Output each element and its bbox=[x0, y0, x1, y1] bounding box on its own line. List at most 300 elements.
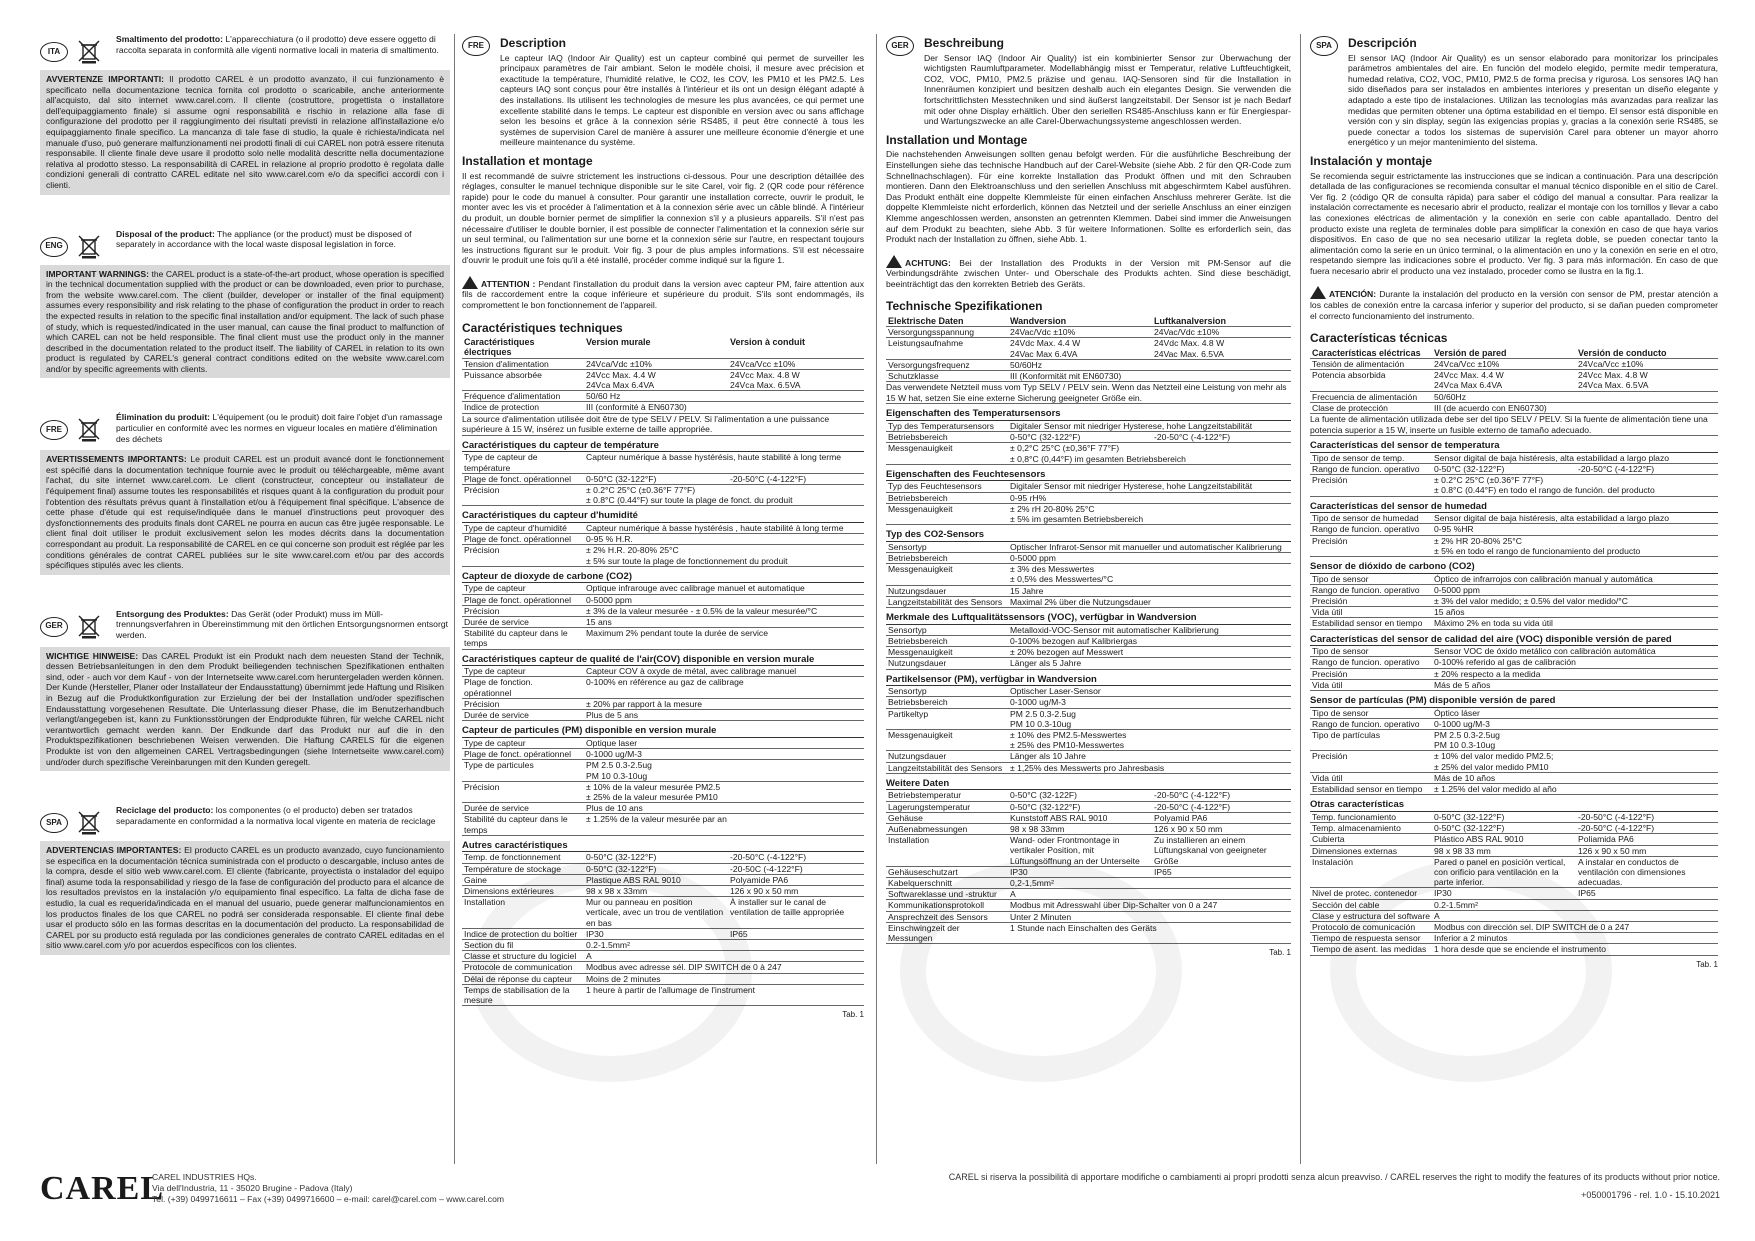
specs-title: Características técnicas bbox=[1310, 331, 1448, 346]
disposal-body: L'apparecchiatura (o il prodotto) deve essere oggetto di raccolta separata in conformità alle vigenti normative locali in materia di smaltimento. bbox=[116, 34, 439, 55]
table-row bbox=[886, 762, 1291, 773]
disposal-block-eng bbox=[40, 229, 450, 259]
installation-text: Die nachstehenden Anweisungen sollten genau befolgt werden. Für die ausführliche Beschreibung der Einstellungen siehe das technische Handbuch auf der Carel-Website (siehe Abb. 2 für den QR-Code zum Schnellnachschlagen). Für eine korrekte Installation das Produkt öffnen und mit den Schrauben montieren. Dann den Elektroanschluss und den seriellen Anschluss mit abgeschirmtem Kabel ausführen. Das Produkt enthält eine doppelte Klemmleiste für einen einfachen Anschluss mehrerer Geräte. Ist die doppelte Klemmleiste nicht erforderlich, können das Netzteil und der serielle Anschluss an einer einzigen Klemme angeschlossen werden, ansonsten an getrennten Klemmen. Dabei sind immer die Anweisungen auf dem Produkt zu beachten, siehe Abb. 3 für weitere Informationen. Sollte es erforderlich sein, das Produkt nach der Installation zu öffnen, siehe Abb. 1. bbox=[886, 149, 1291, 245]
table-cell: Máximo 2% en toda su vida útil bbox=[1432, 618, 1718, 629]
table-cell: 0.2-1.5mm² bbox=[1432, 899, 1718, 910]
column-divider bbox=[1300, 34, 1301, 1164]
table-header-cell: Versión de pared bbox=[1432, 348, 1576, 359]
table-header-row bbox=[886, 316, 1291, 327]
spec-table bbox=[886, 542, 1291, 608]
table-cell: 0-1000 ug/M-3 bbox=[1432, 718, 1718, 729]
table-cell: Temp. almacenamiento bbox=[1310, 823, 1432, 834]
table-cell bbox=[728, 402, 864, 413]
table-cell: Betriebsbereich bbox=[886, 432, 1008, 443]
table-cell: Tipo de sensor de temp. bbox=[1310, 453, 1432, 464]
table-row bbox=[462, 738, 864, 749]
installation-text: Se recomienda seguir estrictamente las instrucciones que se indican a continuación. Para una descripción detallada de las configuraciones se recomienda consultar el manual técnico disponible en el sitio de Carel. Ver fig. 2 (código QR de consulta rápida) para saber el código del manual a consultar. Para realizar la instalación correctamente es necesario abrir el producto, realizar el montaje con los tornillos y llevar a cabo las conexiones eléctricas de alimentación y la conexión en serie con cable apantallado. Dentro del producto existe una regleta de terminales doble para simplificar la conexión en caso de que haya varios dispositivos. En caso de que no sea necesario utilizar la regleta doble, se pueden conectar tanto la alimentación como la serie en un único terminal, o la alimentación en uno y la conexión en serie en el otro, respetando siempre las indicaciones sobre el producto. Ver fig. 3 para más información. En caso de que fuera necesario abrir el producto una vez instalado, proceder como se ilustra en la fig.1. bbox=[1310, 170, 1718, 276]
disposal-body: los componentes (o el producto) deben ser tratados separadamente en conformidad a la normativa local vigente en materia de reciclage bbox=[116, 805, 436, 826]
table-cell: Außenabmessungen bbox=[886, 823, 1008, 834]
table-row bbox=[1310, 584, 1718, 595]
table-cell: IP30 bbox=[1432, 888, 1576, 899]
table-row bbox=[886, 492, 1291, 503]
table-cell: Leistungsaufnahme bbox=[886, 338, 1008, 359]
spec-section-title: Sensor de dióxido de carbono (CO2) bbox=[1310, 562, 1718, 574]
table-cell: 0-100% referido al gas de calibración bbox=[1432, 657, 1718, 668]
table-cell: 0-50°C (32-122°F) bbox=[1432, 823, 1576, 834]
table-cell: Más de 5 años bbox=[1432, 679, 1718, 690]
spec-table bbox=[462, 583, 864, 649]
table-cell: Messgenauigkeit bbox=[886, 503, 1008, 524]
specs-title: Technische Spezifikationen bbox=[886, 299, 1043, 314]
table-row bbox=[462, 485, 864, 506]
table-cell: 24Vcc Max. 4.4 W 24Vca Max 6.4VA bbox=[584, 369, 728, 390]
table-cell bbox=[1152, 371, 1291, 382]
table-cell: Länger als 10 Jahre bbox=[1008, 751, 1291, 762]
table-cell: Classe et structure du logiciel bbox=[462, 951, 584, 962]
table-row bbox=[462, 594, 864, 605]
table-row bbox=[462, 534, 864, 545]
table-cell: Más de 10 años bbox=[1432, 772, 1718, 783]
table-cell: Precisión bbox=[1310, 596, 1432, 607]
table-header-cell: Versión de conducto bbox=[1576, 348, 1718, 359]
table-cell: ± 3% del valor medido; ± 0.5% del valor medido/°C bbox=[1432, 596, 1718, 607]
table-cell: Typ des Temperatursensors bbox=[886, 421, 1008, 432]
table-cell: Messgenauigkeit bbox=[886, 564, 1008, 585]
warnings-box bbox=[40, 265, 450, 379]
table-caption: Tab. 1 bbox=[842, 1010, 864, 1020]
table-cell: Estabilidad sensor en tiempo bbox=[1310, 784, 1432, 795]
table-cell: Plus de 10 ans bbox=[584, 803, 864, 814]
table-cell: Précision bbox=[462, 605, 584, 616]
table-cell: 0,2-1,5mm² bbox=[1008, 877, 1291, 888]
table-row bbox=[1310, 708, 1718, 719]
electrical-note: La source d'alimentation utilisée doit être de type SELV / PELV. Si l'alimentation a une puissance supérieure à 15 W, insérez un fusible externe de taille appropriée. bbox=[462, 414, 864, 436]
table-cell: Capteur numérique à basse hystérésis , haute stabilité à long terme bbox=[584, 523, 864, 534]
description-header bbox=[1310, 34, 1718, 152]
table-cell: 98 x 98 x 33mm bbox=[584, 885, 728, 896]
electrical-table bbox=[886, 316, 1291, 382]
description-text: El sensor IAQ (Indoor Air Quality) es un sensor elaborado para monitorizar los principales parámetros ambientales del aire. En función del modelo elegido, permite medir temperatura, humedad relativa, CO2, VOC, PM10, PM2.5 de forma precisa y rigurosa. Los sensores IAQ han sido diseñados para ser instalados en ambientes interiores y presentan un diseño elegante y adaptado a este tipo de instalaciones. Utilizan las tecnologías más avanzadas para realizar las medidas que permiten obtener una óptima estabilidad en el tiempo. El sensor está disponible en versión con y sin display, según las exigencias propias y, gracias a la conexión serie RS485, se puede conectar a todos los sistemas de supervisión Carel para obtener un mayor ahorro energético y un mejor mantenimiento del sistema. bbox=[1348, 52, 1718, 148]
table-row bbox=[1310, 646, 1718, 657]
table-cell: 0-100% en référence au gaz de calibrage bbox=[584, 677, 864, 698]
table-cell: Durée de service bbox=[462, 803, 584, 814]
table-cell: Protocole de communication bbox=[462, 962, 584, 973]
table-row bbox=[886, 443, 1291, 464]
warnings-body: the CAREL product is a state-of-the-art product, whose operation is specified in the technical documentation supplied with the product or can be downloaded, even prior to purchase, from the website www.carel.com. The client (builder, developer or installer of the final equipment) assumes every responsibility and risk relating to the phase of configuration the product in order to reach the expected results in relation to the specific final installation and/or equipment. The lack of such phase of study, which is requested/indicated in the user manual, can cause the final product to malfunction of which CAREL can not be held responsible. The final client must use the product only in the manner described in the documentation related to the product itself. The liability of CAREL in relation to its own product is regulated by CAREL's general contract conditions edited on the website www.carel.com and/or by specific agreements with clients. bbox=[46, 268, 444, 374]
table-row bbox=[462, 710, 864, 721]
disposal-text bbox=[110, 412, 450, 444]
table-row bbox=[886, 708, 1291, 729]
table-cell: Plus de 5 ans bbox=[584, 710, 864, 721]
table-row bbox=[462, 523, 864, 534]
disposal-text bbox=[110, 805, 450, 835]
table-cell: 1 heure à partir de l'allumage de l'instrument bbox=[584, 984, 864, 1005]
table-row bbox=[462, 369, 864, 390]
spec-table bbox=[462, 523, 864, 567]
table-row bbox=[462, 473, 864, 484]
table-cell: Délai de réponse du capteur bbox=[462, 973, 584, 984]
table-cell: III (Konformität mit EN60730) bbox=[1008, 371, 1152, 382]
table-row bbox=[1310, 513, 1718, 524]
table-cell: 126 x 90 x 50 mm bbox=[728, 885, 864, 896]
table-row bbox=[886, 751, 1291, 762]
table-cell: Polyamid PA6 bbox=[1152, 812, 1291, 823]
table-cell: 24Vca/Vcc ±10% bbox=[1576, 359, 1718, 370]
warnings-body: Le produit CAREL est un produit avancé dont le fonctionnement est spécifié dans la documentation technique fournie avec le produit ou téléchargeable, même avant l'achat, du site internet www.carel.com. Le client (constructeur, concepteur ou installateur de l'équipement final) assume toutes les responsabilités et risques quant à la configuration du produit pour l'obtention des résultats prévus quant à l'installation et/ou à l'équipement final spécifique. L'absence de cette phase d'étude qui est requise/indiquée dans le manuel d'instructions peut provoquer des dysfonctionnements des produits finals dont CAREL ne pourra en aucun cas être jugée responsable. Le client final doit utiliser le produit exclusivement selon les modes décrits dans la documentation correspondant au produit. La responsabilité de CAREL en ce qui concerne son produit est réglée par les conditions générales de contrat CAREL publiées sur le site www.carel.com et/ou par des accords spécifiques stipulés avec les clients. bbox=[46, 454, 444, 571]
table-cell: Tensión de alimentación bbox=[1310, 359, 1432, 370]
table-cell: Capteur COV à oxyde de métal, avec calibrage manuel bbox=[584, 666, 864, 677]
table-row bbox=[462, 617, 864, 628]
disposal-title: Reciclage del producto: bbox=[116, 805, 214, 816]
description-header bbox=[886, 34, 1291, 131]
table-cell: Durée de service bbox=[462, 710, 584, 721]
table-header-cell: Version à conduit bbox=[728, 337, 864, 358]
language-badge: GER bbox=[886, 36, 914, 56]
table-cell: Precisión bbox=[1310, 668, 1432, 679]
spec-section-title: Typ des CO2-Sensors bbox=[886, 530, 1291, 542]
table-row bbox=[462, 698, 864, 709]
german-column bbox=[886, 34, 1291, 959]
attention-label: ATTENTION : bbox=[481, 278, 536, 289]
table-cell: Pared o panel en posición vertical, con orificio para ventilación en la parte inferior. bbox=[1432, 856, 1576, 888]
table-cell: Tipo de sensor bbox=[1310, 646, 1432, 657]
disposal-block-ger bbox=[40, 609, 450, 641]
table-row bbox=[886, 658, 1291, 669]
disposal-title: Disposal of the product: bbox=[116, 228, 215, 239]
warnings-title: AVERTISSEMENTS IMPORTANTS: bbox=[46, 454, 187, 465]
company-name: CAREL INDUSTRIES HQs. bbox=[152, 1172, 257, 1182]
table-cell: 24Vca/Vcc ±10% bbox=[728, 358, 864, 369]
table-row bbox=[1310, 751, 1718, 772]
table-cell: Rango de funcion. operativo bbox=[1310, 524, 1432, 535]
table-cell: PM 2.5 0.3-2.5ug PM 10 0.3-10ug bbox=[1432, 730, 1718, 751]
table-cell: 0.2-1.5mm² bbox=[584, 939, 864, 950]
table-cell: Clase de protección bbox=[1310, 402, 1432, 413]
table-cell: Frecuencia de alimentación bbox=[1310, 391, 1432, 402]
table-row bbox=[886, 564, 1291, 585]
spec-section-title: Caractéristiques du capteur d'humidité bbox=[462, 511, 864, 523]
table-cell: -20-50C (-4-122°F) bbox=[728, 863, 864, 874]
language-badge: FRE bbox=[462, 36, 490, 56]
table-cell: 1 Stunde nach Einschalten des Geräts bbox=[1008, 922, 1291, 943]
table-cell: Versorgungsspannung bbox=[886, 327, 1008, 338]
table-row bbox=[462, 781, 864, 802]
spec-table bbox=[886, 625, 1291, 670]
language-badge: SPA bbox=[1310, 36, 1338, 56]
table-row bbox=[886, 835, 1291, 867]
table-header-cell: Wandversion bbox=[1008, 316, 1152, 327]
spec-section-title: Características del sensor de humedad bbox=[1310, 502, 1718, 514]
table-cell: Précision bbox=[462, 485, 584, 506]
table-cell: Plástico ABS RAL 9010 bbox=[1432, 834, 1576, 845]
table-cell: Clase y estructura del software bbox=[1310, 910, 1432, 921]
table-cell: A bbox=[1432, 910, 1718, 921]
table-cell: 0-50°C (32-122°F) bbox=[1432, 812, 1576, 823]
table-header-cell: Características eléctricas bbox=[1310, 348, 1432, 359]
table-cell: Cubierta bbox=[1310, 834, 1432, 845]
spec-table bbox=[1310, 574, 1718, 630]
table-cell: 24Vcc Max. 4.8 W 24Vca Max. 6.5VA bbox=[728, 369, 864, 390]
table-cell: PM 2.5 0.3-2.5ug PM 10 0.3-10ug bbox=[584, 760, 864, 781]
table-cell: Optique laser bbox=[584, 738, 864, 749]
table-cell: IP30 bbox=[1008, 866, 1152, 877]
table-cell: Betriebsbereich bbox=[886, 492, 1008, 503]
table-cell: Sensor VOC de óxido metálico con calibración automática bbox=[1432, 646, 1718, 657]
table-cell: ± 3% des Messwertes ± 0,5% des Messwertes/°C bbox=[1008, 564, 1291, 585]
description-title: Descripción bbox=[1348, 36, 1417, 50]
table-cell bbox=[1576, 391, 1718, 402]
table-cell: Précision bbox=[462, 698, 584, 709]
table-cell: ± 2% H.R. 20-80% 25°C ± 5% sur toute la plage de fonctionnement du produit bbox=[584, 545, 864, 566]
table-cell: 15 ans bbox=[584, 617, 864, 628]
table-cell: ± 1.25% del valor medido al año bbox=[1432, 784, 1718, 795]
spec-table bbox=[886, 481, 1291, 525]
warnings-body: El producto CAREL es un producto avanzado, cuyo funcionamiento se especifica en la documentación técnica suministrada con el producto o descargable, incluso antes de la compra, desde el sitio web www.carel.com. El cliente (fabricante, proyectista o instalador del equipo final) asume toda la responsabilidad y riesgo de la fase de configuración del producto para el alcance de los resultados previstos en la instalación y/o equipamiento final específico. La falta de dicha fase de estudio, la cual es requerida/indicada en el manual del usuario, puede generar malfuncionamientos en los productos finales de los que CAREL no podrá ser considerada responsable. El cliente final debe usar el producto sólo en las formas descritas en la documentación del producto. La responsabilidad de CAREL por su producto está regulada por las condiciones generales de contrato CAREL editadas en el sitio www.carel.com y/o por acuerdos específicos con los clientes. bbox=[46, 845, 444, 951]
table-cell: 15 Jahre bbox=[1008, 585, 1291, 596]
table-cell: À installer sur le canal de ventilation de taille appropriée bbox=[728, 897, 864, 929]
table-cell: Dimensiones externas bbox=[1310, 845, 1432, 856]
table-cell: Zu installieren an einem Lüftungskanal von geeigneter Größe bbox=[1152, 835, 1291, 867]
table-row bbox=[886, 812, 1291, 823]
table-row bbox=[462, 628, 864, 649]
table-cell: 24Vdc Max. 4.4 W 24Vac Max 6.4VA bbox=[1008, 338, 1152, 359]
table-cell: Stabilité du capteur dans le temps bbox=[462, 628, 584, 649]
table-header-row bbox=[462, 337, 864, 358]
table-row bbox=[886, 338, 1291, 359]
installation-title: Installation und Montage bbox=[886, 132, 1028, 147]
table-cell: Betriebsbereich bbox=[886, 697, 1008, 708]
table-cell: Plage de fonction. opérationnel bbox=[462, 677, 584, 698]
crossed-bin-icon bbox=[76, 38, 102, 64]
spec-section-title: Merkmale des Luftqualitätssensors (VOC), verfügbar in Wandversion bbox=[886, 613, 1291, 625]
table-cell: 15 años bbox=[1432, 607, 1718, 618]
table-cell: ± 2% rH 20-80% 25°C ± 5% im gesamten Betriebsbereich bbox=[1008, 503, 1291, 524]
language-badge: GER bbox=[40, 617, 68, 637]
spec-section-title: Otras características bbox=[1310, 800, 1718, 812]
electrical-table bbox=[462, 337, 864, 413]
language-badge: FRE bbox=[40, 420, 68, 440]
table-cell: Unter 2 Minuten bbox=[1008, 911, 1291, 922]
description-section bbox=[1348, 34, 1718, 152]
warnings-title: AVVERTENZE IMPORTANTI: bbox=[46, 74, 164, 84]
table-row bbox=[1310, 823, 1718, 834]
table-cell: Nutzungsdauer bbox=[886, 658, 1008, 669]
table-cell: Precisión bbox=[1310, 751, 1432, 772]
table-row bbox=[886, 432, 1291, 443]
table-row bbox=[886, 542, 1291, 553]
disposal-text bbox=[110, 229, 450, 259]
table-cell: Modbus con dirección sel. DIP SWITCH de 0 a 247 bbox=[1432, 921, 1718, 932]
table-cell: 50/60Hz bbox=[1008, 359, 1152, 370]
disposal-column bbox=[40, 34, 450, 989]
table-cell: Estabilidad sensor en tiempo bbox=[1310, 618, 1432, 629]
table-caption: Tab. 1 bbox=[1696, 959, 1718, 969]
table-row bbox=[462, 666, 864, 677]
table-cell: ± 10% de la valeur mesurée PM2.5 ± 25% de la valeur mesurée PM10 bbox=[584, 781, 864, 802]
warnings-body: Das CAREL Produkt ist ein Produkt nach dem neuesten Stand der Technik, dessen Betriebsanleitungen in den dem Produkt beiliegenden technischen Spezifikationen enthalten sind, oder - auch vor dem Kauf - von der Internetseite www.carel.com heruntergeladen werden können. Der Kunde (Hersteller, Planer oder Installateur der Endausstattung) übernimmt jede Haftung und Risiken in Bezug auf die Produktkonfiguration zur Erzielung der bei der Installation und/oder spezifischen Endausstattung vorgesehenen Resultate. Die Unterlassung dieser Phase, die im Benutzerhandbuch verlangt/angegeben ist, kann zu Funktionsstörungen der Endprodukte führen, für welche CAREL nicht verantwortlich gemacht werden kann. Der Endkunde darf das Produkt nur auf die in den Produktspezifikationen beschriebenen Weisen verwenden. Die Haftung CARELS für die eigenen Produkte ist von den allgemeinen CAREL Vertragsbedingungen (siehe Internetseite www.carel.com) und/oder durch spezifische Vereinbarungen mit den Kunden geregelt. bbox=[46, 650, 444, 767]
specs-title: Caractéristiques techniques bbox=[462, 320, 623, 335]
disposal-block-spa bbox=[40, 805, 450, 835]
warnings-body: Il prodotto CAREL è un prodotto avanzato, il cui funzionamento è specificato nella documentazione tecnica fornita col prodotto o scaricabile, anche anteriormente all'acquisto, dal sito internet www.carel.com. Il cliente (costruttore, progettista o installatore dell'equipaggiamento finale) si assume ogni responsabilità e rischio in relazione alla fase di configurazione del prodotto per il raggiungimento dei risultati previsti in relazione all'installazione e/o equipaggiamento finale specifico. La mancanza di tale fase di studio, la quale è richiesta/indicata nel manuale d'uso, può generare malfunzionamenti nei prodotti finali di cui CAREL non potrà essere ritenuta responsabile. Il cliente finale deve usare il prodotto solo nelle modalità descritte nella documentazione relativa al prodotto stesso. La responsabilità di CAREL in relazione al proprio prodotto è regolata dalle condizioni generali di contratto CAREL editate nel sito www.carel.com e/o da specifici accordi con i clienti. bbox=[46, 74, 445, 190]
table-cell: -20-50°C (-4-122°F) bbox=[1576, 823, 1718, 834]
table-row bbox=[1310, 607, 1718, 618]
table-cell: Température de stockage bbox=[462, 863, 584, 874]
table-cell: Óptico de infrarrojos con calibración manual y automática bbox=[1432, 574, 1718, 585]
table-cell bbox=[1152, 359, 1291, 370]
table-header-cell: Elektrische Daten bbox=[886, 316, 1008, 327]
table-cell: Installation bbox=[886, 835, 1008, 867]
table-cell: 126 x 90 x 50 mm bbox=[1576, 845, 1718, 856]
table-cell: Tipo de sensor de humedad bbox=[1310, 513, 1432, 524]
warnings-title: ADVERTENCIAS IMPORTANTES: bbox=[46, 845, 182, 856]
table-cell: PM 2.5 0.3-2.5ug PM 10 0.3-10ug bbox=[1008, 708, 1291, 729]
table-cell: Maximum 2% pendant toute la durée de service bbox=[584, 628, 864, 649]
table-cell: Vida útil bbox=[1310, 772, 1432, 783]
crossed-bin-icon bbox=[76, 809, 102, 835]
table-cell: Type de capteur bbox=[462, 583, 584, 594]
company-contact: Tel. (+39) 0499716611 – Fax (+39) 0499716600 – e-mail: carel@carel.com – www.carel.com bbox=[152, 1194, 505, 1204]
table-cell: Messgenauigkeit bbox=[886, 443, 1008, 464]
table-row bbox=[886, 697, 1291, 708]
table-row bbox=[462, 852, 864, 863]
spec-table bbox=[1310, 646, 1718, 691]
table-cell: Vida útil bbox=[1310, 607, 1432, 618]
table-cell: 0-50°C (32-122°F) bbox=[584, 473, 728, 484]
spec-table bbox=[462, 452, 864, 506]
spec-section-title: Caractéristiques du capteur de température bbox=[462, 441, 864, 453]
watermark-seal bbox=[1330, 860, 1612, 1082]
table-cell: ± 0,2°C 25°C (±0,36°F 77°F) ± 0,8°C (0,44°F) im gesamten Betriebsbereich bbox=[1008, 443, 1291, 464]
table-cell: Type de capteur de température bbox=[462, 452, 584, 473]
table-cell: Potencia absorbida bbox=[1310, 370, 1432, 391]
attention-text: Pendant l'installation du produit dans la version avec capteur PM, faire attention aux fils de raccordement entre la coque inférieure et supérieure du produit. S'ils sont endommagés, ils compromettent le bon fonctionnement de l'appareil. bbox=[462, 278, 864, 311]
table-cell: Type de capteur d'humidité bbox=[462, 523, 584, 534]
table-cell: Fréquence d'alimentation bbox=[462, 391, 584, 402]
table-row bbox=[886, 421, 1291, 432]
table-cell bbox=[728, 391, 864, 402]
table-row bbox=[1310, 845, 1718, 856]
table-cell: Plastique ABS RAL 9010 bbox=[584, 874, 728, 885]
table-row bbox=[886, 790, 1291, 801]
table-row bbox=[886, 801, 1291, 812]
table-cell: Précision bbox=[462, 545, 584, 566]
table-cell: ± 0.2°C 25°C (±0.36°F 77°F) ± 0.8°C (0.44°F) en todo el rango de función. del producto bbox=[1432, 475, 1718, 496]
table-cell: ± 20% bezogen auf Messwert bbox=[1008, 647, 1291, 658]
table-cell: 0-5000 ppm bbox=[1008, 553, 1291, 564]
table-cell: Kabelquerschnitt bbox=[886, 877, 1008, 888]
table-cell: Rango de funcion. operativo bbox=[1310, 584, 1432, 595]
column-divider bbox=[876, 34, 877, 1164]
table-row bbox=[886, 647, 1291, 658]
table-cell: Poliamida PA6 bbox=[1576, 834, 1718, 845]
table-header-cell: Caractéristiques électriques bbox=[462, 337, 584, 358]
table-row bbox=[1310, 718, 1718, 729]
table-row bbox=[886, 585, 1291, 596]
table-cell: Ansprechzeit des Sensors bbox=[886, 911, 1008, 922]
disposal-block-ita bbox=[40, 34, 450, 64]
table-cell: Sensortyp bbox=[886, 542, 1008, 553]
table-row bbox=[886, 503, 1291, 524]
table-row bbox=[1310, 657, 1718, 668]
table-cell: Versorgungsfrequenz bbox=[886, 359, 1008, 370]
language-badge: SPA bbox=[40, 813, 68, 833]
table-cell: 0-95 %HR bbox=[1432, 524, 1718, 535]
table-cell: Optischer Infrarot-Sensor mit manueller und automatischer Kalibrierung bbox=[1008, 542, 1291, 553]
table-row bbox=[886, 553, 1291, 564]
table-cell: Plage de fonct. opérationnel bbox=[462, 473, 584, 484]
table-row bbox=[1310, 834, 1718, 845]
table-cell: IP65 bbox=[1576, 888, 1718, 899]
table-cell: 0-1000 ug/M-3 bbox=[584, 749, 864, 760]
table-cell: ± 0.2°C 25°C (±0.36°F 77°F) ± 0.8°C (0.44°F) sur toute la plage de fonct. du produit bbox=[584, 485, 864, 506]
table-cell: Mur ou panneau en position verticale, avec un trou de ventilation en bas bbox=[584, 897, 728, 929]
table-cell: Digitaler Sensor mit niedriger Hysterese, hohe Langzeitstabilität bbox=[1008, 481, 1291, 492]
table-row bbox=[1310, 359, 1718, 370]
description-title: Description bbox=[500, 36, 567, 50]
table-cell: A bbox=[584, 951, 864, 962]
table-cell: Tiempo de asent. las medidas bbox=[1310, 944, 1432, 955]
table-row bbox=[886, 481, 1291, 492]
table-cell: Polyamide PA6 bbox=[728, 874, 864, 885]
disposal-block-fre bbox=[40, 412, 450, 444]
table-cell: 0-95 rH% bbox=[1008, 492, 1291, 503]
crossed-bin-icon bbox=[76, 416, 102, 442]
disposal-title: Élimination du produit: bbox=[116, 412, 211, 423]
table-row bbox=[462, 583, 864, 594]
table-cell: ± 2% HR 20-80% 25°C ± 5% en todo el rango de funcionamiento del producto bbox=[1432, 535, 1718, 556]
table-cell: Capteur numérique à basse hystérésis, haute stabilité à long terme bbox=[584, 452, 864, 473]
description-section bbox=[500, 34, 864, 152]
table-cell: Gehäuse bbox=[886, 812, 1008, 823]
spec-section-title: Partikelsensor (PM), verfügbar in Wandversion bbox=[886, 675, 1291, 687]
table-cell: Messgenauigkeit bbox=[886, 729, 1008, 750]
table-cell: 0-50°C (32-122°F) bbox=[1008, 801, 1152, 812]
table-row bbox=[1310, 772, 1718, 783]
table-cell: Indice de protection bbox=[462, 402, 584, 413]
disposal-body: The appliance (or the product) must be disposed of separately in accordance with the local waste disposal legislation in force. bbox=[116, 228, 412, 250]
spec-section-title: Capteur de dioxyde de carbone (CO2) bbox=[462, 572, 864, 584]
table-cell: -20-50°C (-4-122°F) bbox=[1152, 801, 1291, 812]
attention-note bbox=[1310, 286, 1718, 321]
table-cell: -20-50°C (-4-122°F) bbox=[1576, 464, 1718, 475]
table-row bbox=[462, 814, 864, 835]
spec-section-title: Capteur de particules (PM) disponible en version murale bbox=[462, 726, 864, 738]
table-cell: Modbus mit Adresswahl über Dip-Schalter von 0 a 247 bbox=[1008, 900, 1291, 911]
table-row bbox=[462, 677, 864, 698]
table-cell: IP65 bbox=[1152, 866, 1291, 877]
company-street: Via dell'Industria, 11 - 35020 Brugine - Padova (Italy) bbox=[152, 1183, 353, 1193]
spec-section-title: Eigenschaften des Temperatursensors bbox=[886, 409, 1291, 421]
column-divider bbox=[454, 34, 455, 1164]
table-cell: 126 x 90 x 50 mm bbox=[1152, 823, 1291, 834]
warnings-box bbox=[40, 841, 450, 955]
language-badge: ITA bbox=[40, 42, 68, 62]
table-cell: -20-50°C (-4-122°F) bbox=[1152, 790, 1291, 801]
electrical-note: Das verwendete Netzteil muss vom Typ SELV / PELV sein. Wenn das Netzteil eine Leistung von mehr als 15 W hat, setzen Sie eine externe Sicherung geeigneter Größe ein. bbox=[886, 382, 1291, 404]
table-cell: 24Vca/Vdc ±10% bbox=[584, 358, 728, 369]
table-row bbox=[1310, 574, 1718, 585]
table-cell: Vida útil bbox=[1310, 679, 1432, 690]
table-cell: 50/60 Hz bbox=[584, 391, 728, 402]
table-cell: Precisión bbox=[1310, 475, 1432, 496]
table-cell: Section du fil bbox=[462, 939, 584, 950]
table-row bbox=[1310, 391, 1718, 402]
table-cell: Protocolo de comunicación bbox=[1310, 921, 1432, 932]
table-row bbox=[462, 760, 864, 781]
table-row bbox=[886, 625, 1291, 636]
table-cell: Nivel de protec. contenedor bbox=[1310, 888, 1432, 899]
table-cell: A bbox=[1008, 889, 1291, 900]
